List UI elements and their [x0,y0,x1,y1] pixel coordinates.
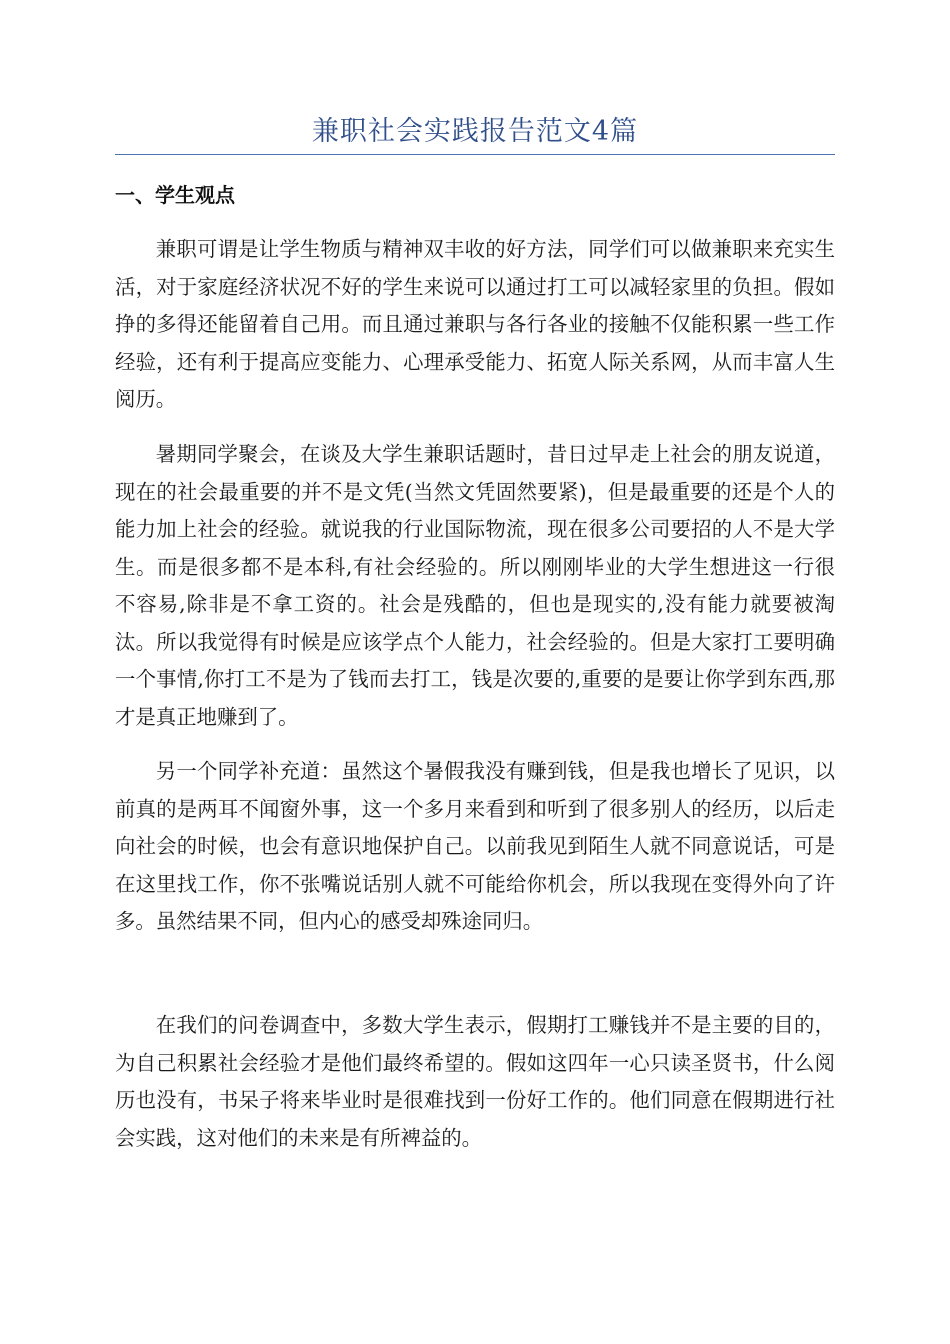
title-underline-rule [115,154,835,155]
section-heading: 一、学生观点 [115,183,235,207]
document-title: 兼职社会实践报告范文4篇 [311,116,639,147]
body-paragraph-2: 暑期同学聚会，在谈及大学生兼职话题时，昔日过早走上社会的朋友说道，现在的社会最重要的并不是文凭(当然文凭固然要紧)，但是最重要的还是个人的能力加上社会的经验。就说我的行业国际物流，现在很多公司要招的人不是大学生。而是很多都不是本科,有社会经验的。所以刚刚毕业的大学生想进这一行很不容易,除非是不拿工资的。社会是残酷的，但也是现实的,没有能力就要被淘汰。所以我觉得有时候是应该学点个人能力，社会经验的。但是大家打工要明确一个事情,你打工不是为了钱而去打工，钱是次要的,重要的是要让你学到东西,那才是真正地赚到了。 [115,442,835,729]
body-paragraph-3: 另一个同学补充道：虽然这个暑假我没有赚到钱，但是我也增长了见识，以前真的是两耳不闻窗外事，这一个多月来看到和听到了很多别人的经历，以后走向社会的时候，也会有意识地保护自己。以前我见到陌生人就不同意说话，可是在这里找工作，你不张嘴说话别人就不可能给你机会，所以我现在变得外向了许多。虽然结果不同，但内心的感受却殊途同归。 [115,759,835,933]
body-paragraph-4: 在我们的问卷调查中，多数大学生表示，假期打工赚钱并不是主要的目的，为自己积累社会经验才是他们最终希望的。假如这四年一心只读圣贤书，什么阅历也没有，书呆子将来毕业时是很难找到一份好工作的。他们同意在假期进行社会实践，这对他们的未来是有所裨益的。 [115,1013,835,1150]
body-paragraph-1: 兼职可谓是让学生物质与精神双丰收的好方法，同学们可以做兼职来充实生活，对于家庭经济状况不好的学生来说可以通过打工可以减轻家里的负担。假如挣的多得还能留着自己用。而且通过兼职与各行各业的接触不仅能积累一些工作经验，还有利于提高应变能力、心理承受能力、拓宽人际关系网，从而丰富人生阅历。 [115,237,835,411]
